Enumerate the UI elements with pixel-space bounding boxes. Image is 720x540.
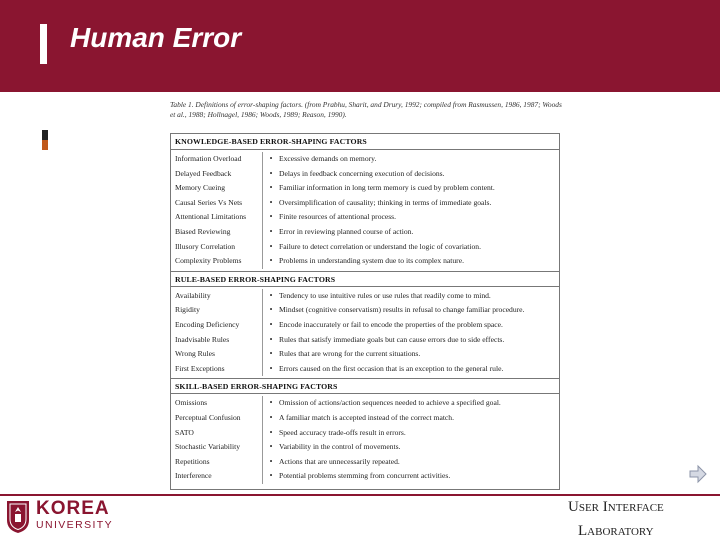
factor-cell: Inadvisable Rules xyxy=(171,333,263,348)
factor-cell: Availability xyxy=(171,289,263,304)
factor-cell: Rigidity xyxy=(171,303,263,318)
description-cell: Variability in the control of movements. xyxy=(279,442,401,452)
description-cell: Rules that satisfy immediate goals but can cause errors due to side effects. xyxy=(279,334,505,344)
bullet-icon: • xyxy=(269,290,273,300)
factor-cell: SATO xyxy=(171,426,263,441)
bullet-icon: • xyxy=(269,363,273,373)
table-row xyxy=(171,167,559,182)
lab-name-line1: User Interface xyxy=(568,499,664,515)
section-rows xyxy=(171,287,559,379)
description-cell: Excessive demands on memory. xyxy=(279,154,377,163)
description-cell: Speed accuracy trade-offs result in errors. xyxy=(279,427,406,437)
table-row xyxy=(171,426,559,441)
description-cell: A familiar match is accepted instead of the correct match. xyxy=(279,412,455,422)
lab-name xyxy=(568,497,664,540)
description-cell: Potential problems stemming from concurrent activities. xyxy=(279,471,451,481)
factor-cell: Memory Cueing xyxy=(171,181,263,196)
section-header: KNOWLEDGE-BASED ERROR-SHAPING FACTORS xyxy=(171,134,559,150)
description-cell: Omission of actions/action sequences needed to achieve a specified goal. xyxy=(279,398,501,408)
title-accent-bar xyxy=(40,24,47,64)
description-cell: Tendency to use intuitive rules or use rules that readily come to mind. xyxy=(279,290,491,300)
factor-cell: Wrong Rules xyxy=(171,347,263,362)
university-name-line2: UNIVERSITY xyxy=(36,519,114,531)
university-name-line1: KOREA xyxy=(36,498,110,519)
table-row xyxy=(171,303,559,318)
university-logo xyxy=(36,499,113,531)
factor-cell: Omissions xyxy=(171,396,263,411)
factor-cell: Illusory Correlation xyxy=(171,240,263,255)
factor-cell: Information Overload xyxy=(171,152,263,167)
factor-cell: Stochastic Variability xyxy=(171,440,263,455)
title-banner xyxy=(0,0,720,92)
bullet-icon: • xyxy=(269,168,273,178)
bullet-icon: • xyxy=(269,349,273,359)
factor-cell: First Exceptions xyxy=(171,362,263,377)
table-row xyxy=(171,362,559,377)
description-cell: Delays in feedback concerning execution of decisions. xyxy=(279,168,445,178)
factor-cell: Encoding Deficiency xyxy=(171,318,263,333)
factor-cell: Attentional Limitations xyxy=(171,210,263,225)
factor-cell: Repetitions xyxy=(171,455,263,470)
error-shaping-factors-table xyxy=(170,133,560,490)
table-caption: Table 1. Definitions of error-shaping factors. (from Prabhu, Sharit, and Drury, 1992; compiled from Rasmussen, 1986, 1987; Woods et al., 1988; Hollnagel, 1986; Woods, 1989; Reason, 1990). xyxy=(170,100,562,119)
bullet-marker xyxy=(42,130,48,150)
description-cell: Failure to detect correlation or understand the logic of covariation. xyxy=(279,241,482,251)
factor-cell: Perceptual Confusion xyxy=(171,411,263,426)
table-row xyxy=(171,196,559,211)
bullet-icon: • xyxy=(269,412,273,422)
factor-cell: Complexity Problems xyxy=(171,254,263,269)
table-row xyxy=(171,411,559,426)
bullet-icon: • xyxy=(269,427,273,437)
table-row xyxy=(171,152,559,167)
table-row xyxy=(171,225,559,240)
bullet-icon: • xyxy=(269,456,273,466)
table-row xyxy=(171,347,559,362)
description-cell: Encode inaccurately or fail to encode the properties of the problem space. xyxy=(279,319,503,329)
footer-divider xyxy=(0,494,720,496)
bullet-icon: • xyxy=(269,241,273,251)
bullet-icon: • xyxy=(269,226,273,236)
section-rows xyxy=(171,394,559,486)
description-cell: Mindset (cognitive conservatism) results in refusal to change familiar procedure. xyxy=(279,305,525,315)
bullet-icon: • xyxy=(269,212,273,222)
university-crest-icon xyxy=(6,498,30,534)
table-row xyxy=(171,333,559,348)
table-row xyxy=(171,455,559,470)
section-header: RULE-BASED ERROR-SHAPING FACTORS xyxy=(171,271,559,287)
table-row xyxy=(171,240,559,255)
next-arrow-icon[interactable] xyxy=(688,464,708,484)
bullet-icon: • xyxy=(269,319,273,329)
bullet-icon: • xyxy=(269,154,273,163)
factor-cell: Delayed Feedback xyxy=(171,167,263,182)
table-row xyxy=(171,289,559,304)
table-row xyxy=(171,318,559,333)
section-header: SKILL-BASED ERROR-SHAPING FACTORS xyxy=(171,378,559,394)
description-cell: Rules that are wrong for the current situations. xyxy=(279,349,421,359)
description-cell: Problems in understanding system due to its complex nature. xyxy=(279,256,464,266)
description-cell: Actions that are unnecessarily repeated. xyxy=(279,456,400,466)
table-row xyxy=(171,396,559,411)
description-cell: Familiar information in long term memory is cued by problem content. xyxy=(279,183,495,193)
bullet-icon: • xyxy=(269,183,273,193)
bullet-icon: • xyxy=(269,256,273,266)
description-cell: Error in reviewing planned course of action. xyxy=(279,226,414,236)
factor-cell: Causal Series Vs Nets xyxy=(171,196,263,211)
bullet-icon: • xyxy=(269,197,273,207)
bullet-icon: • xyxy=(269,398,273,408)
factor-cell: Interference xyxy=(171,469,263,484)
description-cell: Finite resources of attentional process. xyxy=(279,212,397,222)
slide-title: Human Error xyxy=(70,22,242,53)
bullet-icon: • xyxy=(269,442,273,452)
section-rows xyxy=(171,150,559,271)
bullet-icon: • xyxy=(269,305,273,315)
lab-name-line2: Laboratory xyxy=(578,523,654,539)
description-cell: Errors caused on the first occasion that is an exception to the general rule. xyxy=(279,363,504,373)
table-row xyxy=(171,469,559,484)
table-row xyxy=(171,210,559,225)
bullet-icon: • xyxy=(269,471,273,481)
description-cell: Oversimplification of causality; thinking in terms of immediate goals. xyxy=(279,197,492,207)
table-row xyxy=(171,181,559,196)
table-row xyxy=(171,440,559,455)
factor-cell: Biased Reviewing xyxy=(171,225,263,240)
table-row xyxy=(171,254,559,269)
bullet-icon: • xyxy=(269,334,273,344)
